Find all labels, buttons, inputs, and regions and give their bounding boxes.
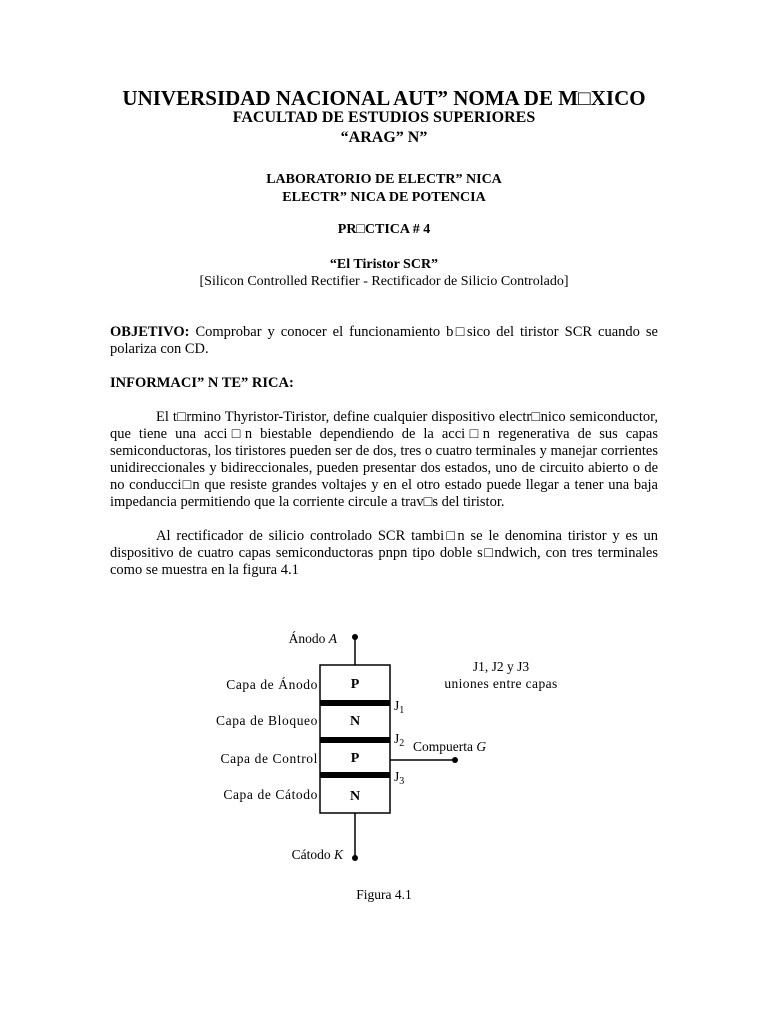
scr-layer-diagram xyxy=(0,600,768,880)
university-title: UNIVERSIDAD NACIONAL AUT” NOMA DE M□XICO xyxy=(122,86,646,110)
layer-type-n2: N xyxy=(349,789,361,804)
theory-paragraph-2: Al rectificador de silicio controlado SCR tambi□n se le denomina tiristor y es un dispositivo de cuatro capas semiconductoras pnpn tipo doble s□ndwich, con tres terminales como se muestra en la figura 4.1 xyxy=(110,528,658,578)
layer-name-blocking: Capa de Bloqueo xyxy=(216,713,318,728)
layer-type-n1: N xyxy=(349,714,361,729)
objective-paragraph xyxy=(110,324,658,358)
layer-name-cathode: Capa de Cátodo xyxy=(223,787,318,802)
objective-text: Comprobar y conocer el funcionamiento b□sico del tiristor SCR cuando se polariza con CD. xyxy=(110,324,658,357)
practice-title: “El Tiristor SCR” xyxy=(329,257,439,272)
objective-label: OBJETIVO: xyxy=(110,324,190,340)
gate-label: Compuerta G xyxy=(413,739,487,754)
junctions-legend-line-2: uniones entre capas xyxy=(444,676,558,691)
gate-terminal-dot xyxy=(452,757,458,763)
campus-title: “ARAG” N” xyxy=(340,129,428,146)
anode-terminal-dot xyxy=(352,634,358,640)
junction-bar-3 xyxy=(320,772,390,778)
junction-bar-2 xyxy=(320,737,390,743)
figure-caption: Figura 4.1 xyxy=(356,887,412,902)
theory-heading: INFORMACI” N TE” RICA: xyxy=(110,375,294,391)
cathode-label: Cátodo K xyxy=(291,847,343,862)
theory-paragraph-1: El t□rmino Thyristor-Tiristor, define cualquier dispositivo electr□nico semiconductor, que tiene una acci□n biestable dependiendo de la acci□n regenerativa de sus capas semiconductoras, los tiristores pueden ser de dos, tres o cuatro terminales y manejar corrientes unidireccionales y bidireccionales, pueden presentar dos estados, uno de circuito abierto o de no conducci□n que resiste grandes voltajes y en el otro estado puede llegar a tener una baja impedancia permitiendo que la corriente circule a trav□s del tiristor. xyxy=(110,409,659,510)
faculty-title: FACULTAD DE ESTUDIOS SUPERIORES xyxy=(232,109,536,126)
junction-label-1: $J_1$ xyxy=(394,698,405,716)
junction-bar-1 xyxy=(320,700,390,706)
layer-name-control: Capa de Control xyxy=(220,751,318,766)
junctions-legend-line-1: J1, J2 y J3 xyxy=(472,659,530,674)
junction-label-3: $J_3$ xyxy=(394,769,405,787)
junction-label-2: $J_2$ xyxy=(394,731,405,749)
subject-title: ELECTR” NICA DE POTENCIA xyxy=(282,190,486,205)
practice-subtitle: [Silicon Controlled Rectifier - Rectificador de Silicio Controlado] xyxy=(199,274,569,289)
layer-type-p1: P xyxy=(350,677,360,692)
lab-title: LABORATORIO DE ELECTR” NICA xyxy=(266,172,502,187)
anode-label: Ánodo A xyxy=(288,631,337,646)
layer-type-p2: P xyxy=(350,751,360,766)
cathode-terminal-dot xyxy=(352,855,358,861)
practice-number: PR□CTICA # 4 xyxy=(337,222,431,237)
layer-name-anode: Capa de Ánodo xyxy=(226,677,318,692)
